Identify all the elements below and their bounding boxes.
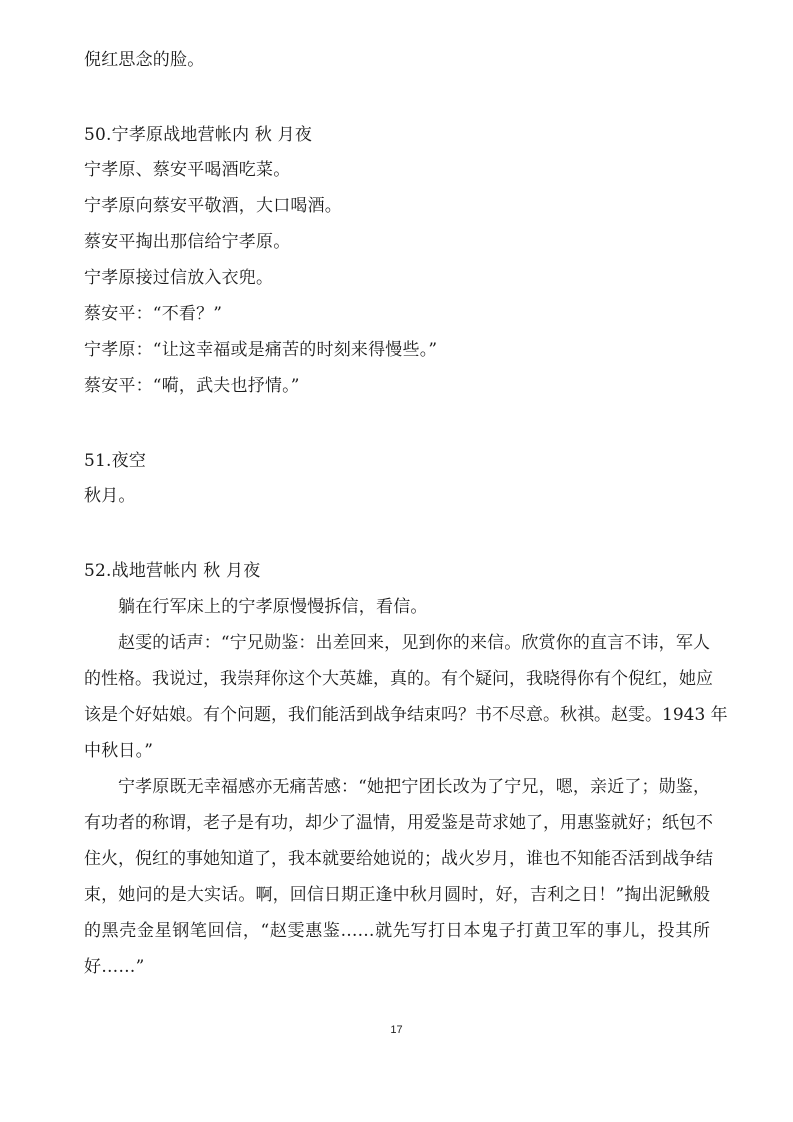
dialogue-line: 宁孝原：“让这幸福或是痛苦的时刻来得慢些。” xyxy=(84,340,438,360)
text-line: 宁孝原接过信放入衣兜。 xyxy=(84,268,274,288)
page-number: 17 xyxy=(390,1024,403,1036)
text-line: 秋月。 xyxy=(84,486,136,506)
scene-heading-50: 50.宁孝原战地营帐内 秋 月夜 xyxy=(84,125,313,145)
text-line: 倪红思念的脸。 xyxy=(84,50,205,70)
paragraph-line: 该是个好姑娘。有个问题，我们能活到战争结束吗？书不尽意。秋祺。赵雯。1943 年 xyxy=(84,705,728,725)
paragraph-line: 的性格。我说过，我崇拜你这个大英雄，真的。有个疑问，我晓得你有个倪红，她应 xyxy=(84,669,713,689)
dialogue-line: 蔡安平：“不看？” xyxy=(84,304,223,324)
paragraph-line: 赵雯的话声：“宁兄勋鉴：出差回来，见到你的来信。欣赏你的直言不讳，军人 xyxy=(118,633,710,653)
paragraph-line: 有功者的称谓，老子是有功，却少了温情，用爱鉴是苛求她了，用惠鉴就好；纸包不 xyxy=(84,813,713,833)
paragraph-line: 中秋日。” xyxy=(84,741,154,761)
text-line: 宁孝原、蔡安平喝酒吃菜。 xyxy=(84,160,291,180)
paragraph-line: 好……” xyxy=(84,957,145,977)
scene-heading-52: 52.战地营帐内 秋 月夜 xyxy=(84,561,261,581)
paragraph-line: 的黑壳金星钢笔回信，“赵雯惠鉴……就先写打日本鬼子打黄卫军的事儿，投其所 xyxy=(84,921,710,941)
paragraph-line: 束，她问的是大实话。啊，回信日期正逢中秋月圆时，好，吉利之日！”掏出泥鳅般 xyxy=(84,885,710,905)
dialogue-line: 蔡安平：“嗬，武夫也抒情。” xyxy=(84,376,300,396)
paragraph-line: 宁孝原既无幸福感亦无痛苦感：“她把宁团长改为了宁兄，嗯，亲近了；勋鉴， xyxy=(118,777,710,797)
document-page xyxy=(84,0,728,1122)
scene-heading-51: 51.夜空 xyxy=(84,451,147,471)
paragraph-line: 住火，倪红的事她知道了，我本就要给她说的；战火岁月，谁也不知能否活到战争结 xyxy=(84,849,713,869)
text-line: 躺在行军床上的宁孝原慢慢拆信，看信。 xyxy=(118,597,428,617)
text-line: 蔡安平掏出那信给宁孝原。 xyxy=(84,232,291,252)
text-line: 宁孝原向蔡安平敬酒，大口喝酒。 xyxy=(84,196,342,216)
